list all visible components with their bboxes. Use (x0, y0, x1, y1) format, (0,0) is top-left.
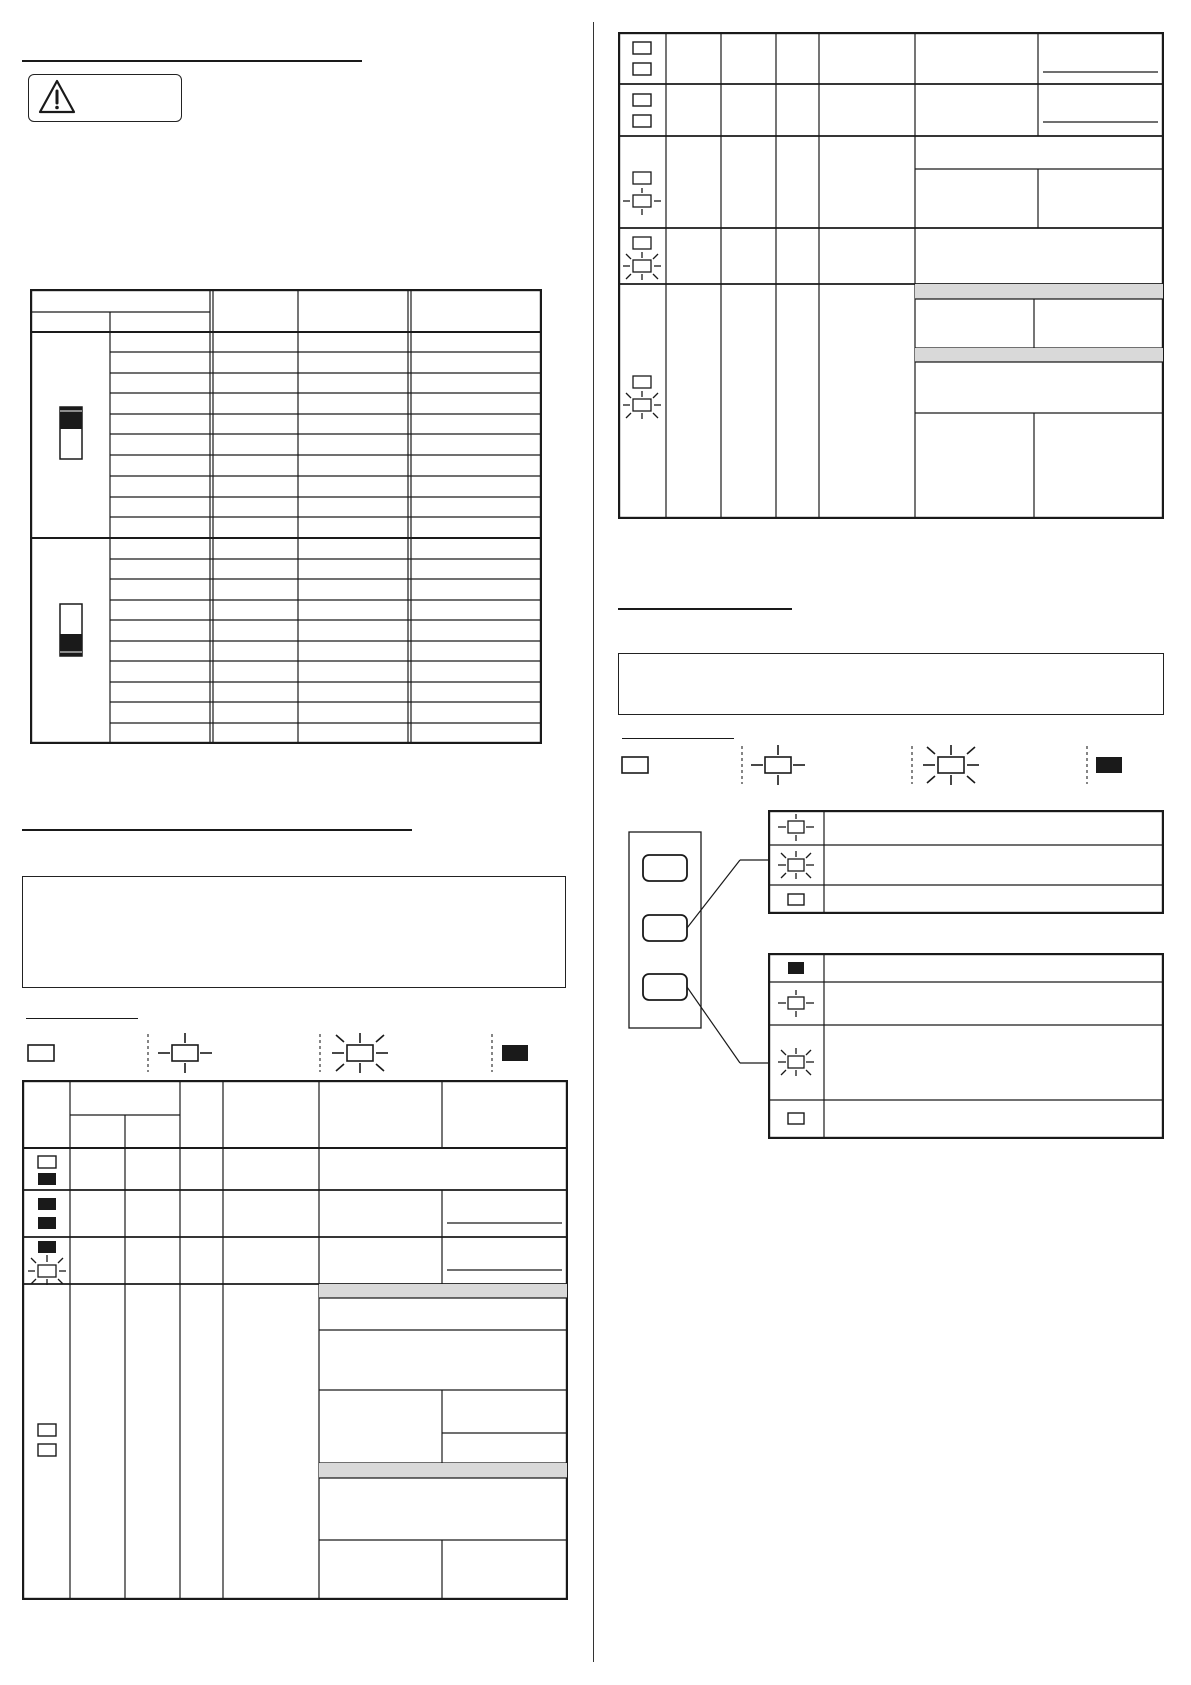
section-1-heading-underline (22, 60, 362, 62)
dip-switch-up-icon (60, 407, 82, 459)
led-on-icon (778, 814, 814, 841)
connector-line-1 (687, 860, 740, 928)
led-blinking-icon (332, 1033, 388, 1073)
device-button-1 (643, 855, 687, 881)
led-blinking-icon (778, 851, 814, 879)
led-solid-dark-icon (502, 1045, 528, 1061)
led-solid-dark-icon (1096, 757, 1122, 773)
row-1-led-icons (38, 1156, 56, 1185)
row-r4-led-icons (623, 237, 661, 280)
legend-heading-underline (26, 1018, 138, 1019)
row-r5-led-icons (623, 376, 661, 419)
led-legend-right (618, 742, 1164, 786)
column-divider (593, 22, 594, 1662)
notice-box (22, 876, 566, 988)
caution-badge (28, 74, 182, 122)
led-blinking-icon (778, 1048, 814, 1076)
device-button-3 (643, 974, 687, 1000)
device-diagram (628, 810, 768, 1150)
warning-triangle-icon (35, 76, 79, 120)
led-status-table-continued (618, 32, 1164, 519)
row-r1-led-icons (633, 42, 651, 75)
device-button-2 (643, 915, 687, 941)
row-4-led-icons (38, 1424, 56, 1456)
right-section-heading-underline (618, 608, 792, 610)
led-on-icon (778, 990, 814, 1017)
switch-setting-table (30, 289, 542, 744)
led-off-icon (788, 894, 804, 905)
led-on-icon (751, 745, 805, 785)
led-off-icon (622, 757, 648, 773)
led-on-icon (158, 1033, 212, 1073)
section-2-heading-underline (22, 829, 412, 831)
row-r3-led-icons (623, 172, 661, 215)
notice-box-right (618, 653, 1164, 715)
legend-heading-right-underline (622, 738, 734, 739)
led-blinking-icon (923, 745, 979, 785)
button-2-led-table (768, 810, 1164, 914)
row-r2-led-icons (633, 94, 651, 127)
row-2-led-icons (38, 1198, 56, 1229)
button-3-led-table (768, 953, 1164, 1139)
led-off-icon (788, 1113, 804, 1124)
dip-switch-down-icon (60, 604, 82, 656)
row-3-led-icons (28, 1241, 66, 1285)
connector-line-2 (687, 987, 740, 1063)
led-status-table (22, 1080, 568, 1600)
led-off-icon (28, 1045, 54, 1061)
led-solid-dark-icon (788, 962, 804, 974)
led-legend-left (22, 1030, 568, 1074)
